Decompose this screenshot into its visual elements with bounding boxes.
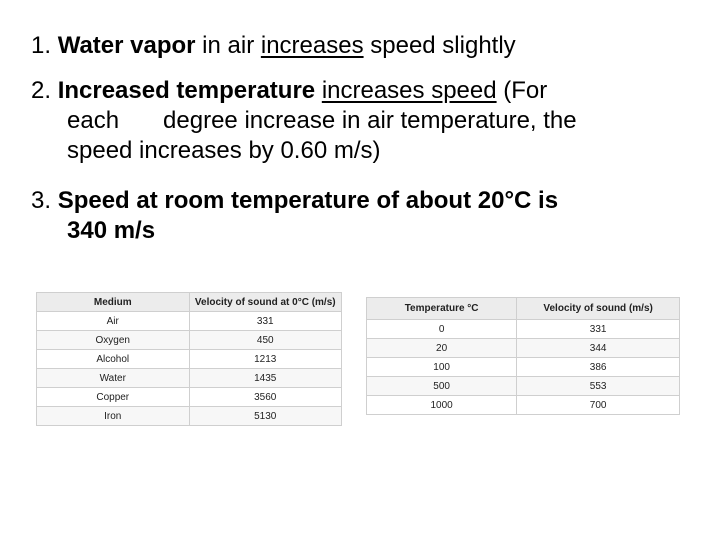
- point-number: 1.: [31, 32, 52, 59]
- cell-velocity: 386: [517, 358, 680, 377]
- point-text: speed slightly: [363, 32, 516, 59]
- table-row: [367, 396, 680, 415]
- table-header-row: [367, 298, 680, 320]
- point-text: (For: [496, 77, 548, 104]
- cell-medium: Oxygen: [37, 331, 190, 350]
- cell-medium: Iron: [37, 407, 190, 426]
- cell-velocity: 331: [189, 312, 342, 331]
- table-velocity-by-medium: [36, 292, 342, 426]
- cell-velocity: 1213: [189, 350, 342, 369]
- point-bold-term: Speed at room temperature of about 20°C is: [57, 187, 559, 214]
- table-row: [367, 377, 680, 396]
- point-water-vapor: [31, 31, 681, 61]
- point-continuation: speed increases by 0.60 m/s): [67, 137, 381, 164]
- cell-temperature: 500: [367, 377, 517, 396]
- table-row: [367, 339, 680, 358]
- point-bold-term: Water vapor: [57, 32, 196, 59]
- column-header-medium: Medium: [37, 293, 190, 312]
- table-row: [37, 350, 342, 369]
- table-row: [37, 388, 342, 407]
- point-continuation: each degree increase in air temperature, the: [67, 107, 577, 134]
- table-row: [37, 369, 342, 388]
- cell-velocity: 1435: [189, 369, 342, 388]
- cell-temperature: 20: [367, 339, 517, 358]
- point-underlined-term: increases speed: [321, 77, 497, 104]
- table-row: [367, 320, 680, 339]
- cell-velocity: 553: [517, 377, 680, 396]
- cell-medium: Copper: [37, 388, 190, 407]
- table-velocity-by-temperature: [366, 297, 680, 415]
- cell-velocity: 331: [517, 320, 680, 339]
- table-row: [37, 331, 342, 350]
- table-row: [367, 358, 680, 377]
- point-number: 3.: [31, 187, 52, 214]
- cell-velocity: 450: [189, 331, 342, 350]
- cell-temperature: 100: [367, 358, 517, 377]
- cell-medium: Alcohol: [37, 350, 190, 369]
- cell-medium: Air: [37, 312, 190, 331]
- cell-velocity: 700: [517, 396, 680, 415]
- table-header-row: [37, 293, 342, 312]
- point-underlined-term: increases: [260, 32, 364, 59]
- cell-temperature: 1000: [367, 396, 517, 415]
- column-header-velocity: Velocity of sound (m/s): [517, 298, 680, 320]
- point-bold-term: Increased temperature: [57, 77, 316, 104]
- column-header-velocity: Velocity of sound at 0°C (m/s): [189, 293, 342, 312]
- cell-medium: Water: [37, 369, 190, 388]
- point-number: 2.: [31, 77, 52, 104]
- point-room-temperature: [31, 186, 681, 246]
- cell-temperature: 0: [367, 320, 517, 339]
- column-header-temperature: Temperature °C: [367, 298, 517, 320]
- cell-velocity: 3560: [189, 388, 342, 407]
- cell-velocity: 344: [517, 339, 680, 358]
- cell-velocity: 5130: [189, 407, 342, 426]
- table-row: [37, 312, 342, 331]
- point-temperature: [31, 76, 681, 166]
- point-bold-continuation: 340 m/s: [67, 217, 156, 244]
- table-row: [37, 407, 342, 426]
- point-text: in air: [195, 32, 261, 59]
